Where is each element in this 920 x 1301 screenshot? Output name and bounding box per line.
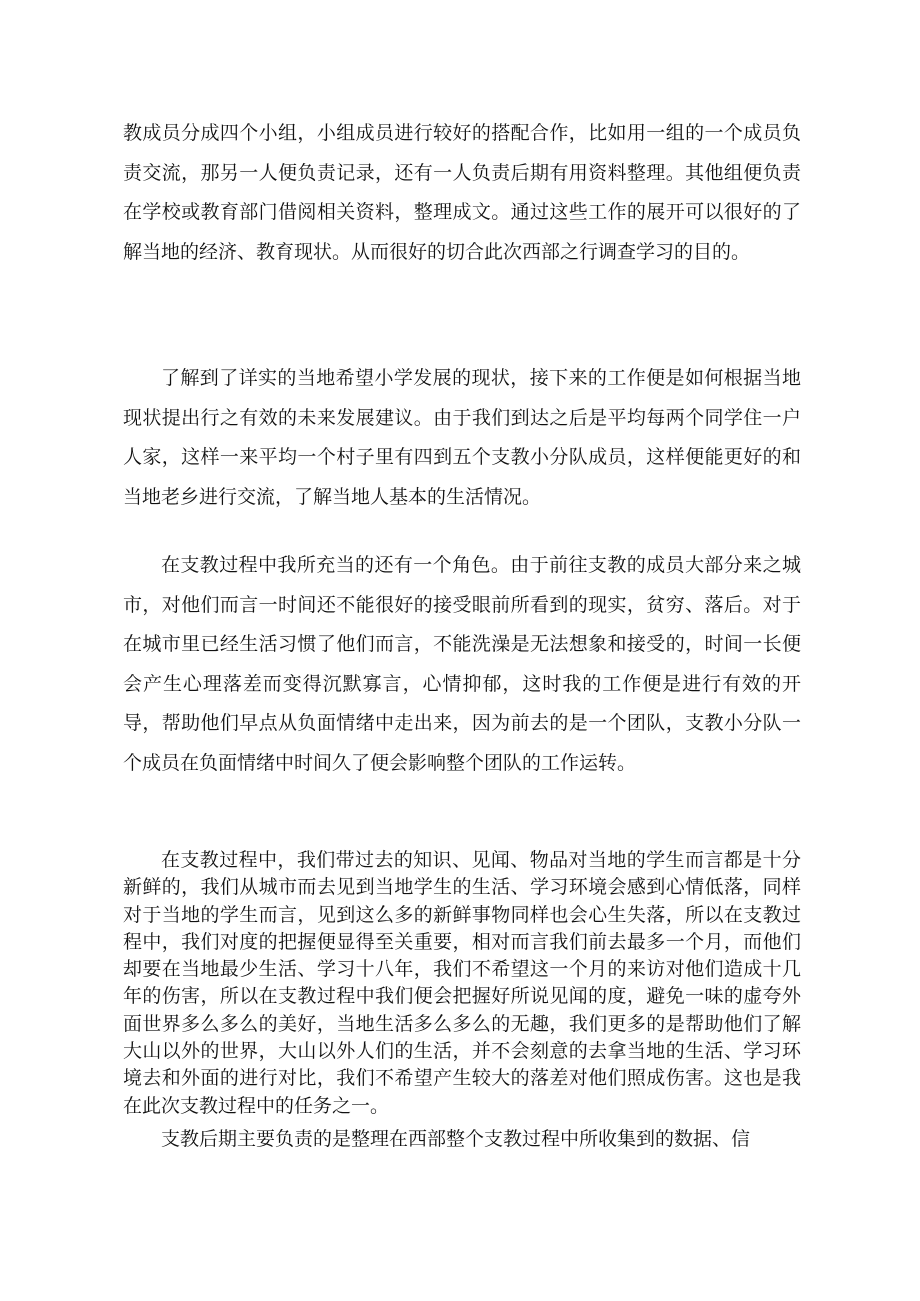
paragraph-4: 在支教过程中，我们带过去的知识、见闻、物品对当地的学生而言都是十分新鲜的，我们从城市而去见到当地学生的生活、学习环境会感到心情低落，同样对于当地的学生而言，见到这么多的新鲜事物同样也会心生失落，所以在支教过程中，我们对度的把握便显得至关重要，相对而言我们前去最多一个月，而他们却要在当地最少生活、学习十八年，我们不希望这一个月的来访对他们造成十几年的伤害，所以在支教过程中我们便会把握好所说见闻的度，避免一味的虚夸外面世界多么多么的美好，当地生活多么多么的无趣，我们更多的是帮助他们了解大山以外的世界，大山以外人们的生活，并不会刻意的去拿当地的生活、学习环境去和外面的进行对比，我们不希望产生较大的落差对他们照成伤害。这也是我在此次支教过程中的任务之一。 [123,849,801,1117]
paragraph-5: 支教后期主要负责的是整理在西部整个支教过程中所收集到的数据、信 [161,1128,751,1150]
paragraph-1: 教成员分成四个小组，小组成员进行较好的搭配合作，比如用一组的一个成员负责交流，那另一人便负责记录，还有一人负责后期有用资料整理。其他组便负责在学校或教育部门借阅相关资料，整理成文。通过这些工作的展开可以很好的了解当地的经济、教育现状。从而很好的切合此次西部之行调查学习的目的。 [123,122,801,263]
paragraph-3: 在支教过程中我所充当的还有一个角色。由于前往支教的成员大部分来之城市，对他们而言一时间还不能很好的接受眼前所看到的现实，贫穷、落后。对于在城市里已经生活习惯了他们而言，不能洗澡是无法想象和接受的，时间一长便会产生心理落差而变得沉默寡言，心情抑郁，这时我的工作便是进行有效的开导，帮助他们早点从负面情绪中走出来，因为前去的是一个团队，支教小分队一个成员在负面情绪中时间久了便会影响整个团队的工作运转。 [123,554,801,774]
paragraph-2: 了解到了详实的当地希望小学发展的现状，接下来的工作便是如何根据当地现状提出行之有效的未来发展建议。由于我们到达之后是平均每两个同学住一户人家，这样一来平均一个村子里有四到五个支教小分队成员，这样便能更好的和当地老乡进行交流，了解当地人基本的生活情况。 [123,367,801,508]
